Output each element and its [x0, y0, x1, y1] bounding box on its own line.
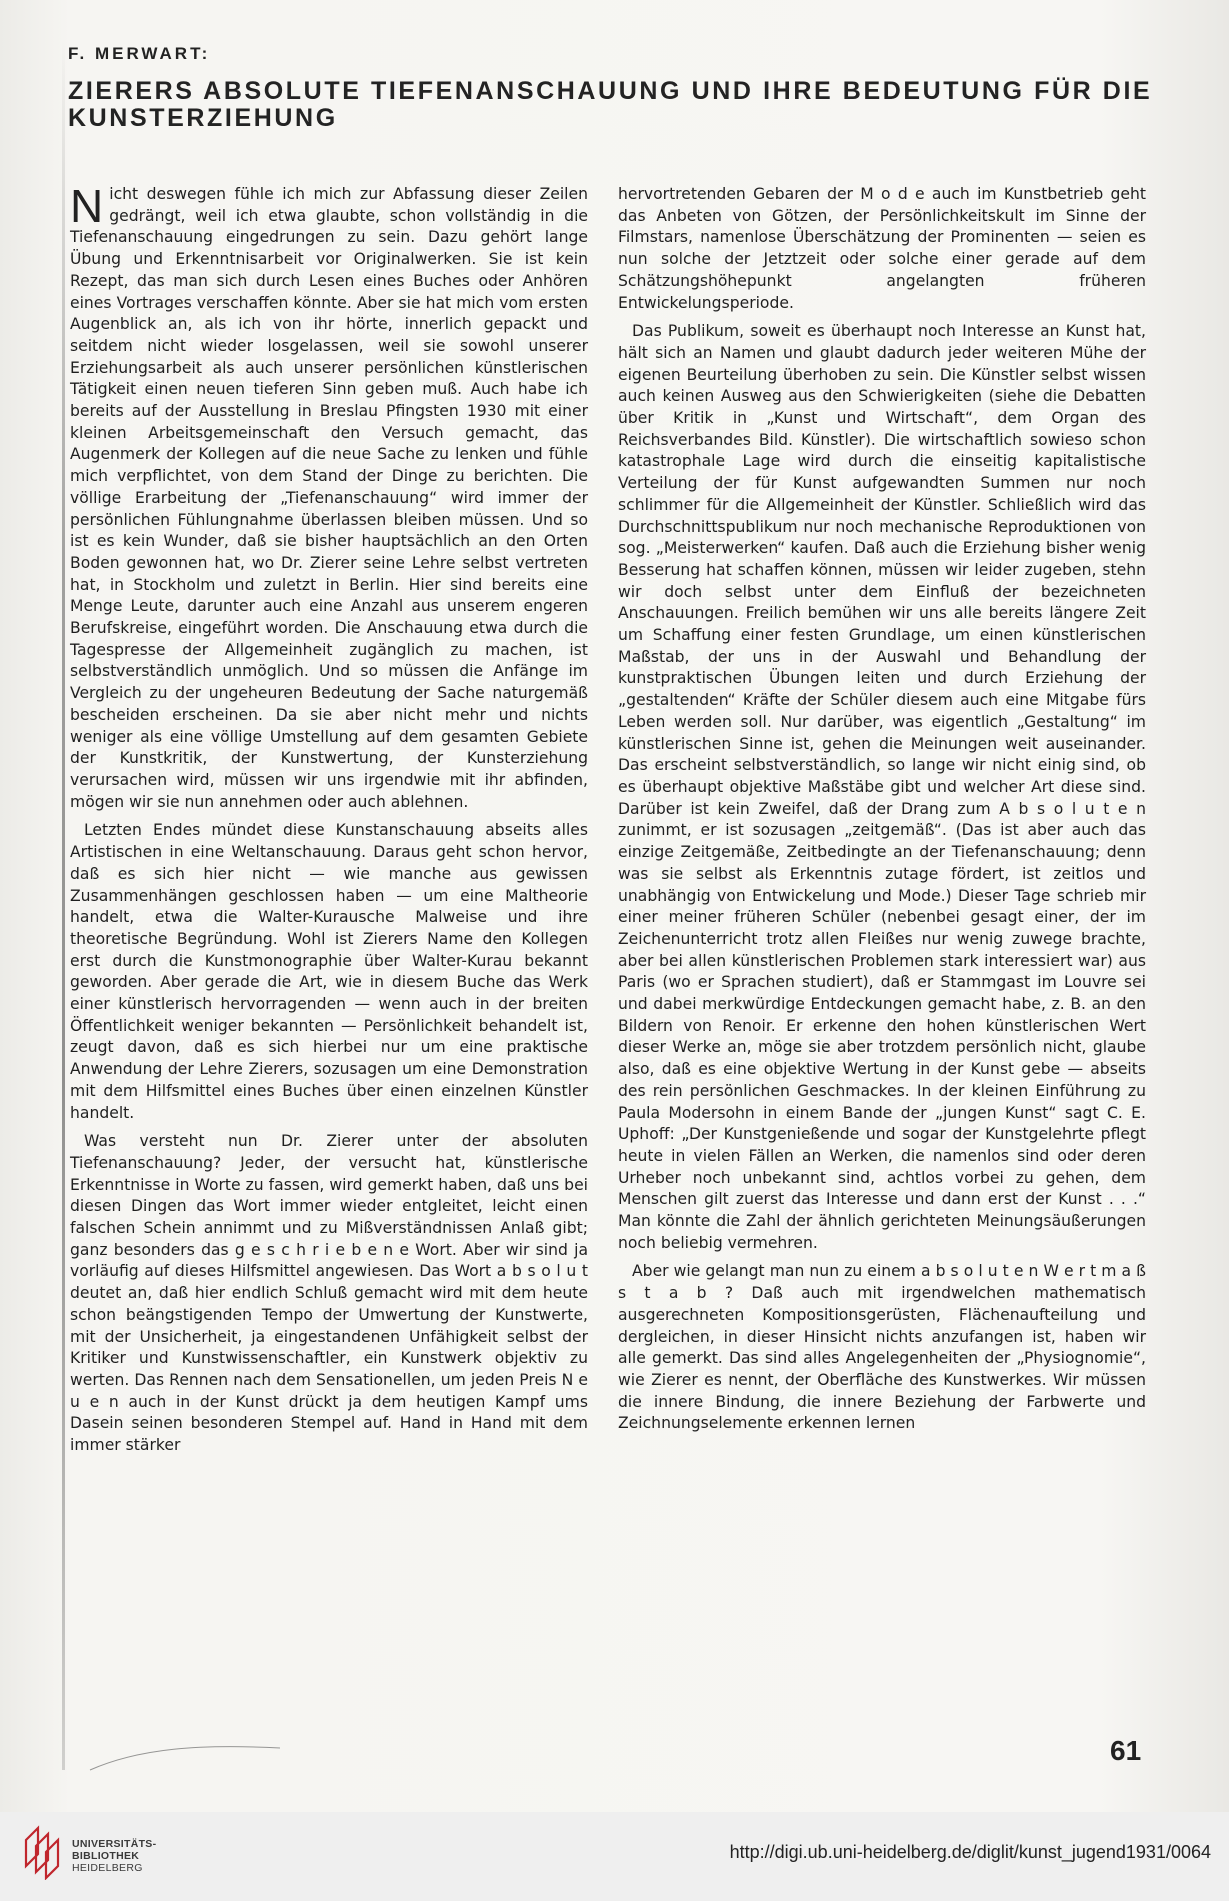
- library-name-line-2: BIBLIOTHEK: [72, 1850, 140, 1862]
- library-logo-icon: [22, 1824, 62, 1880]
- left-paragraph-2: Letzten Endes mündet diese Kunstanschauung abseits alles Artistischen in eine Weltanschauung. Daraus geht schon hervor, daß es sich hier nicht — wie manche aus gewissen Zusammenhängen geschlossen haben — um eine Maltheorie handelt, etwa die Walter-Kurausche Malweise und ihre theoretische Begründung. Wohl ist Zierers Name den Kollegen erst durch die Kunstmonographie über Walter-Kurau bekannt geworden. Aber gerade die Art, wie in diesem Buche das Werk einer künstlerisch hervorragenden — wenn auch in der breiten Öffentlichkeit weniger bekannten — Persönlichkeit behandelt ist, zeugt davon, daß es sich hierbei nur um eine praktische Anwendung der Lehre Zierers, sozusagen um eine Demonstration mit dem Hilfsmittel eines Buches über einen einzelnen Künstler handelt.: [70, 821, 588, 1122]
- right-paragraph-3: Aber wie gelangt man nun zu einem a b s o l u t e n W e r t m a ß s t a b ? Daß auch mit irgendwelchen mathematisch ausgerechneten Kompositionsgerüsten, Flächenaufteilung und dergleichen, in dieser Hinsicht nichts anzufangen ist, haben wir alle gemerkt. Das sind alles Angelegenheiten der „Physiognomie“, wie Zierer es nennt, der Oberfläche des Kunstwerkes. Wir müssen die innere Bindung, die innere Beziehung der Farbwerte und Zeichnungselemente erkennen lernen: [618, 1262, 1146, 1433]
- left-paragraph-1-text: icht deswegen fühle ich mich zur Abfassung dieser Zeilen gedrängt, weil ich etwa glaubte, schon vollständig in die Tiefenanschauung eingedrungen zu sein. Dazu gehört lange Übung und Erkenntnisarbeit vor Originalwerken. Sie ist kein Rezept, das man sich durch Lesen eines Buches oder Anhören eines Vortrages verschaffen könnte. Aber sie hat mich vom ersten Augenblick an, als ich von ihr hörte, innerlich gepackt und seitdem nicht wieder losgelassen, weil sie sowohl unserer Erziehungsarbeit als auch unserer persönlichen künstlerischen Tätigkeit einen neuen tieferen Sinn geben muß. Auch habe ich bereits auf der Ausstellung in Breslau Pfingsten 1930 mit einer kleinen Arbeitsgemeinschaft den Versuch gemacht, das Augenmerk der Kollegen auf die neue Sache zu lenken und fühle mich verpflichtet, von dem Stand der Dinge zu berichten. Die völlige Erarbeitung der „Tiefenanschauung“ wird immer der persönlichen Fühlungnahme überlassen bleiben müssen. Und so ist es kein Wunder, daß sie bisher hauptsächlich an den Orten Boden gewonnen hat, wo Dr. Zierer seine Lehre selbst vertreten hat, in Stockholm und zuletzt in Berlin. Hier sind bereits eine Menge Leute, darunter auch eine Anzahl aus unserem engeren Berufskreise, eingeführt worden. Die Anschauung etwa durch die Tagespresse der Allgemeinheit zugänglich zu machen, ist selbstverständlich unmöglich. Und so müssen die Anfänge im Vergleich zu der ungeheuren Bedeutung der Sache naturgemäß bescheiden erscheinen. Da sie aber nicht mehr und nichts weniger als eine völlige Umstellung auf dem gesamten Gebiete der Kunstkritik, der Kunstwertung, der Kunsterziehung verursachen wird, müssen wir uns irgendwie mit ihr abfinden, mögen wir sie nun annehmen oder auch ablehnen.: [70, 185, 588, 811]
- library-name-line-1: UNIVERSITÄTS-: [72, 1838, 157, 1850]
- right-paragraph-1: hervortretenden Gebaren der M o d e auch im Kunstbetrieb geht das Anbeten von Götzen, der Persönlichkeitskult im Sinne der Filmstars, namenlose Überschätzung der Prominenten — seien es nun solche der Jetztzeit oder solche einer gerade auf dem Schätzungshöhepunkt angelangten früheren Entwickelungsperiode.: [618, 185, 1146, 312]
- author-line: F. MERWART:: [68, 44, 211, 63]
- dropcap-letter: N: [70, 180, 104, 232]
- left-paragraph-3: Was versteht nun Dr. Zierer unter der absoluten Tiefenanschauung? Jeder, der versucht hat, künstlerische Erkenntnisse in Worte zu fassen, wird gemerkt haben, daß uns bei diesen Dingen das Wort immer wieder entgleitet, leicht einen falschen Schein annimmt und zu Mißverständnissen Anlaß gibt; ganz besonders das g e s c h r i e b e n e Wort. Aber wir sind ja vorläufig auf dieses Hilfsmittel angewiesen. Das Wort a b s o l u t deutet an, daß hier endlich Schluß gemacht wird mit dem heute schon beängstigenden Tempo der Umwertung der Kunstwerte, mit der Unsicherheit, ja eingestandenen Unfähigkeit selbst der Kritiker und Kunstwissenschaftler, ein Kunstwerk objektiv zu werten. Das Rennen nach dem Sensationellen, um jeden Preis N e u e n auch in der Kunst drückt ja dem heutigen Kampf ums Dasein seinen besonderen Stempel auf. Hand in Hand mit dem immer stärker: [70, 1132, 588, 1455]
- bleed-through-stroke: [80, 1738, 380, 1778]
- right-paragraph-2: Das Publikum, soweit es überhaupt noch Interesse an Kunst hat, hält sich an Namen und glaubt dadurch jeder weiteren Mühe der eigenen Beurteilung überhoben zu sein. Die Künstler selbst wissen auch keinen Ausweg aus den Schwierigkeiten (siehe die Debatten über Kritik in „Kunst und Wirtschaft“, dem Organ des Reichsverbandes Bild. Künstler). Die wirtschaftlich sowieso schon katastrophale Lage wird durch die einseitig kapitalistische Verteilung der für Kunst aufgewandten Summen nur noch schlimmer für die Allgemeinheit der Künstler. Schließlich wird das Durchschnittspublikum nur noch mechanische Reproduktionen von sog. „Meisterwerken“ kaufen. Daß auch die Erziehung bisher wenig Besserung hat schaffen können, müssen wir leider zugeben, stehn wir doch selbst unter dem Einfluß der bezeichneten Anschauungen. Freilich bemühen wir uns alle bereits längere Zeit um Schaffung einer festen Grundlage, um einen künstlerischen Maßstab, der uns in der Auswahl und Behandlung der kunstpraktischen Übungen leiten und durch Erziehung der „gestaltenden“ Kräfte der Schüler diesem auch eine Mitgabe fürs Leben werden soll. Nur darüber, was eigentlich „Gestaltung“ im künstlerischen Sinne ist, gehen die Meinungen weit auseinander. Das erscheint selbstverständlich, so lange wir nicht einig sind, ob es überhaupt objektive Maßstäbe gibt und welcher Art diese sind. Darüber ist kein Zweifel, daß der Drang zum A b s o l u t e n zunimmt, er ist sozusagen „zeitgemäß“. (Das ist aber auch das einzige Zeitgemäße, Zeitbedingte an der Tiefenanschauung; denn was sie selbst als Erkenntnis zutage fördert, ist zeitlos und unabhängig von Entwickelung und Mode.) Dieser Tage schrieb mir einer meiner früheren Schüler (nebenbei gesagt einer, der im Zeichenunterricht trotz allen Fleißes nur wenig zuwege brachte, aber bei allen künstlerischen Problemen stark interessiert war) aus Paris (wo er Sprachen studiert), daß er Stammgast im Louvre sei und dabei merkwürdige Entdeckungen gemacht habe, z. B. an den Bildern von Renoir. Er erkenne den hohen künstlerischen Wert dieser Werke an, möge sie aber trotzdem persönlich nicht, glaube also, daß es eine objektive Wertung in der Kunst gebe — abseits des rein persönlichen Geschmackes. In der kleinen Einführung zu Paula Modersohn in einem Bande der „jungen Kunst“ sagt C. E. Uphoff: „Der Kunstgenießende und sogar der Kunstgelehrte pflegt heute in vielen Fällen an Werken, die namenlos sind oder deren Urheber noch unbekannt sind, achtlos vorbei zu gehen, dem Menschen gilt zuerst das Interesse und dann erst der Kunst . . .“ Man könnte die Zahl der ähnlich gerichteten Meinungsäußerungen noch beliebig vermehren.: [618, 322, 1146, 1252]
- footer-bar: [0, 1812, 1229, 1901]
- library-name-line-3: HEIDELBERG: [72, 1862, 143, 1874]
- source-url-link[interactable]: http://digi.ub.uni-heidelberg.de/diglit/kunst_jugend1931/0064: [729, 1842, 1211, 1862]
- right-column: [618, 184, 1146, 1442]
- article-title: ZIERERS ABSOLUTE TIEFENANSCHAUUNG UND IHRE BEDEUTUNG FÜR DIE KUNSTERZIEHUNG: [68, 77, 1153, 132]
- left-column: [70, 180, 588, 1464]
- library-name: [72, 1838, 156, 1874]
- page-number: 61: [1110, 1735, 1142, 1766]
- left-paragraph-1: [70, 180, 588, 813]
